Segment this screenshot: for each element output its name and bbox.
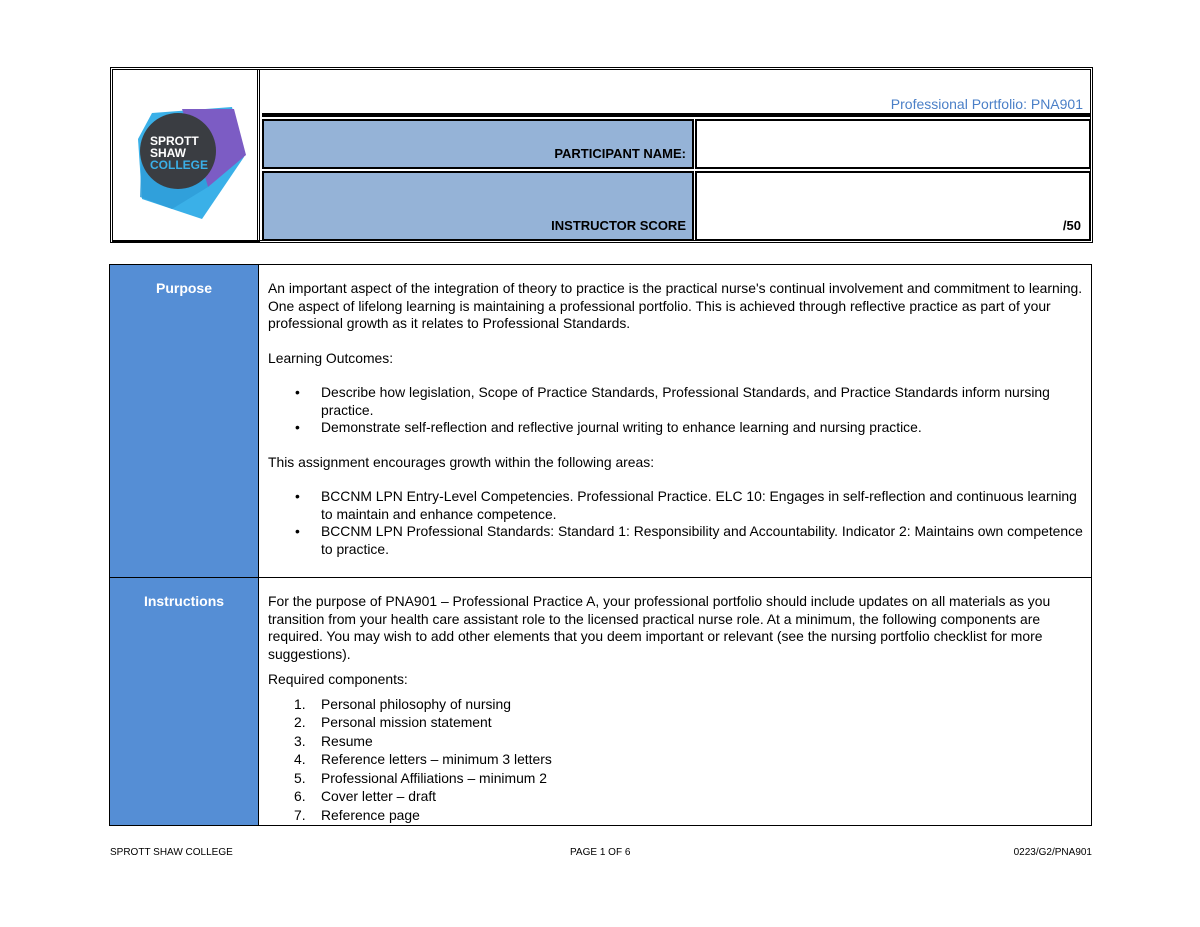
list-item: • BCCNM LPN Entry-Level Competencies. Professional Practice. ELC 10: Engages in self-reflection and continuous learning to maintain and enhance competence. <box>295 488 1077 522</box>
instructor-score-max: /50 <box>1062 218 1081 233</box>
list-item: 5. Professional Affiliations – minimum 2 <box>294 769 547 786</box>
row-divider <box>110 577 1091 578</box>
college-logo <box>112 69 260 241</box>
list-item: 6. Cover letter – draft <box>294 788 437 805</box>
svg-text:SHAW: SHAW <box>150 146 186 160</box>
list-item: 3. Resume <box>294 732 373 749</box>
instructor-score-field[interactable] <box>695 171 1091 241</box>
purpose-intro: An important aspect of the integration of theory to practice is the practical nurse's continual involvement and commitment to learning. One aspect of lifelong learning is maintaining a professional portfolio. This is achieved through reflective practice as part of your professional growth as it relates to Professional Standards. <box>268 280 1083 331</box>
bullet-icon: • <box>295 384 300 400</box>
portfolio-title: Professional Portfolio: PNA901 <box>890 96 1083 112</box>
participant-name-field[interactable] <box>695 119 1091 169</box>
components-heading: Required components: <box>268 671 408 687</box>
instructions-content <box>268 593 1084 825</box>
logo-cell <box>112 69 260 241</box>
footer-code: 0223/G2/PNA901 <box>1013 847 1092 858</box>
svg-text:SPROTT: SPROTT <box>150 134 199 148</box>
instructor-score-label: INSTRUCTOR SCORE <box>551 218 686 233</box>
bullet-icon: • <box>295 523 300 539</box>
bullet-icon: • <box>295 488 300 504</box>
instructions-label-cell <box>110 578 259 825</box>
purpose-label-cell <box>110 265 259 577</box>
participant-name-label: PARTICIPANT NAME: <box>554 146 686 161</box>
outcomes-list <box>268 384 1084 437</box>
participant-name-label-cell <box>262 119 694 169</box>
list-item: 2. Personal mission statement <box>294 714 492 731</box>
components-list <box>268 695 1084 825</box>
svg-text:COLLEGE: COLLEGE <box>150 158 209 172</box>
purpose-content <box>268 280 1084 558</box>
growth-list <box>268 488 1084 558</box>
list-item: • BCCNM LPN Professional Standards: Standard 1: Responsibility and Accountability. Indicator 2: Maintains own competence to practice. <box>295 523 1083 557</box>
list-item: 7. Reference page <box>294 807 420 824</box>
list-item: 4. Reference letters – minimum 3 letters <box>294 751 552 768</box>
outcomes-heading: Learning Outcomes: <box>268 349 394 366</box>
instructions-intro: For the purpose of PNA901 – Professional Practice A, your professional portfolio should include updates on all materials as you transition from your health care assistant role to the licensed practical nurse role. At a minimum, the following components are required. You may wish to add other elements that you deem important or relevant (see the nursing portfolio checklist for more suggestions). <box>268 593 1051 662</box>
instructions-label: Instructions <box>143 593 225 609</box>
footer-college: SPROTT SHAW COLLEGE <box>110 847 233 858</box>
instructor-score-label-cell <box>262 171 694 241</box>
growth-heading: This assignment encourages growth within the following areas: <box>268 453 655 470</box>
list-item: • Demonstrate self-reflection and reflective journal writing to enhance learning and nursing practice. <box>295 419 922 435</box>
purpose-label: Purpose <box>155 280 212 296</box>
header-title-row <box>262 69 1091 117</box>
header-divider <box>112 241 260 243</box>
list-item: • Describe how legislation, Scope of Practice Standards, Professional Standards, and Practice Standards inform nursing practice. <box>295 384 1050 418</box>
list-item: 1. Personal philosophy of nursing <box>294 695 511 712</box>
bullet-icon: • <box>295 419 300 435</box>
footer-page-number: PAGE 1 OF 6 <box>570 847 631 858</box>
